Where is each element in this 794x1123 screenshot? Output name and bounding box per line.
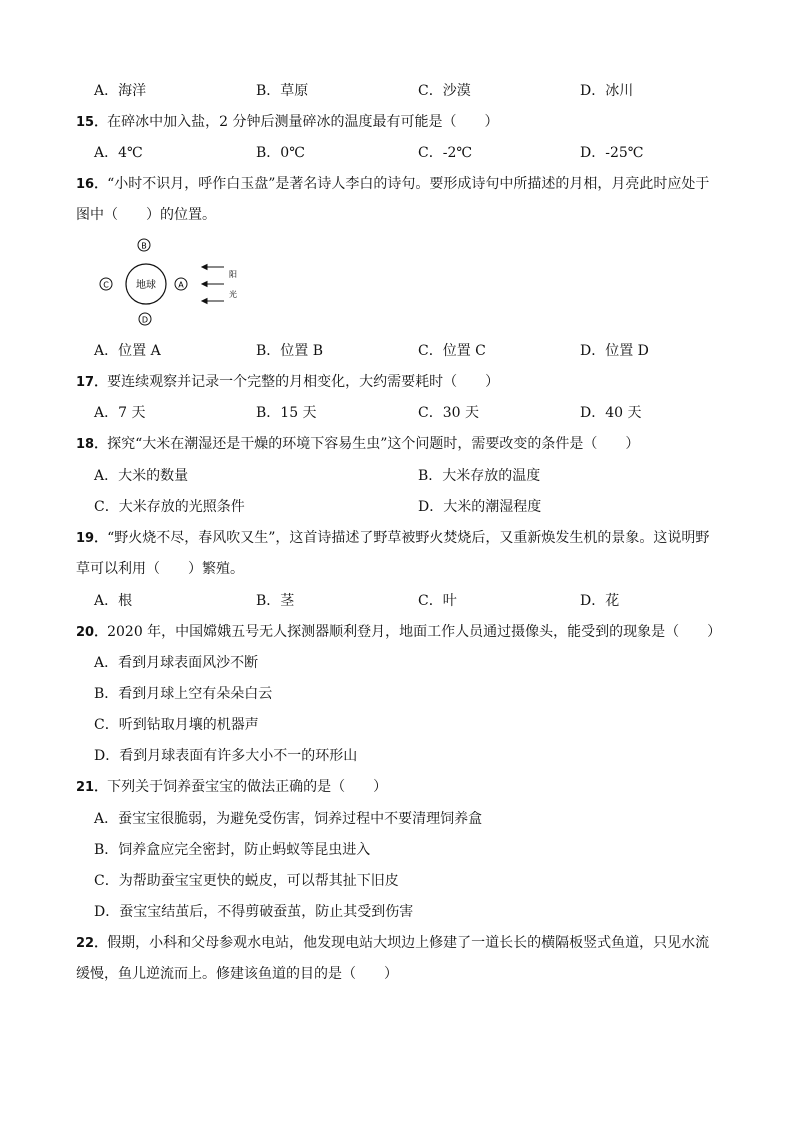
option-text: 大米存放的光照条件 [118, 499, 245, 515]
q14-option-b [256, 81, 308, 101]
option-label: B． [94, 686, 119, 702]
option-label: C． [418, 405, 443, 421]
q22-stem-line2 [76, 964, 738, 984]
option-label: C． [418, 145, 443, 161]
q16-stem-line2 [76, 205, 738, 225]
q20-stem [76, 622, 738, 643]
option-text: 看到月球表面风沙不断 [118, 655, 259, 671]
q18-option-a [94, 466, 188, 486]
option-text: -2℃ [442, 145, 473, 161]
position-a-label: A [178, 280, 184, 290]
question-text: “小时不识月，呼作白玉盘”是著名诗人李白的诗句。要形成诗句中所描述的月相，月亮此时应处于 [107, 176, 710, 192]
question-number: 17． [76, 375, 108, 390]
option-text: 4℃ [118, 145, 143, 161]
q17-option-b [256, 403, 317, 423]
option-text: 草原 [280, 83, 309, 99]
option-label: C． [418, 83, 443, 99]
question-text: 草可以利用（ ）繁殖。 [76, 561, 244, 577]
option-label: D． [580, 593, 606, 609]
option-text: -25℃ [605, 145, 644, 161]
option-text: 海洋 [118, 83, 147, 99]
q15-option-b [256, 143, 305, 163]
option-label: C． [94, 499, 119, 515]
option-text: 叶 [442, 593, 457, 609]
question-number: 16． [76, 177, 108, 192]
option-text: 饲养盒应完全密封，防止蚂蚁等昆虫进入 [118, 842, 371, 858]
option-label: D． [580, 83, 606, 99]
option-text: 大米存放的温度 [442, 468, 541, 484]
q16-stem-line1 [76, 174, 738, 195]
option-label: D． [580, 145, 606, 161]
option-label: D． [418, 499, 444, 515]
q15-option-d [580, 143, 643, 163]
option-label: C． [418, 343, 443, 359]
position-d-label: D [141, 315, 149, 325]
q16-option-a [94, 341, 161, 361]
option-text: 根 [118, 593, 133, 609]
question-text: “野火烧不尽，春风吹又生”，这首诗描述了野草被野火焚烧后，又重新焕发生机的景象。这说明野 [107, 530, 710, 546]
q18-option-c [94, 497, 245, 517]
q17-option-a [94, 403, 145, 423]
q20-option-a [94, 653, 258, 673]
option-label: D． [94, 748, 120, 764]
option-label: C． [94, 873, 119, 889]
q18-option-d [418, 497, 541, 517]
question-number: 18． [76, 437, 108, 452]
question-text: 在碎冰中加入盐，2 分钟后测量碎冰的温度最有可能是（ ） [107, 114, 499, 130]
earth-label: 地球 [136, 280, 156, 291]
option-label: D． [94, 904, 120, 920]
position-b-label: B [141, 241, 147, 251]
option-text: 看到月球上空有朵朵白云 [118, 686, 273, 702]
q17-option-d [580, 403, 642, 423]
sunlight-label-1: 阳 [229, 270, 237, 279]
q17-stem [76, 372, 738, 393]
q21-option-d [94, 902, 413, 922]
option-text: 沙漠 [442, 83, 471, 99]
option-text: 蚕宝宝很脆弱，为避免受伤害，饲养过程中不要清理饲养盒 [118, 811, 483, 827]
q22-stem-line1 [76, 933, 738, 954]
position-c-label: C [103, 280, 109, 290]
option-label: D． [580, 405, 606, 421]
q14-option-c [418, 81, 471, 101]
option-label: B． [256, 593, 281, 609]
option-label: B． [94, 842, 119, 858]
option-label: C． [418, 593, 443, 609]
sunlight-label-2: 光 [229, 290, 237, 299]
q14-option-d [580, 81, 633, 101]
option-label: B． [256, 405, 281, 421]
option-label: A． [94, 811, 119, 827]
question-text: 图中（ ）的位置。 [76, 207, 216, 223]
question-number: 19． [76, 531, 108, 546]
question-number: 15． [76, 115, 108, 130]
option-label: B． [256, 343, 281, 359]
q18-option-b [418, 466, 540, 486]
option-text: 大米的数量 [118, 468, 189, 484]
q21-stem [76, 777, 738, 798]
option-label: A． [94, 405, 119, 421]
q16-option-d [580, 341, 649, 361]
option-label: B． [256, 83, 281, 99]
option-label: A． [94, 468, 119, 484]
question-text: 假期，小科和父母参观水电站，他发现电站大坝边上修建了一道长长的横隔板竖式鱼道，只见水流 [107, 935, 710, 951]
question-text: 下列关于饲养蚕宝宝的做法正确的是（ ） [107, 779, 388, 795]
q15-option-c [418, 143, 472, 163]
option-text: 7 天 [118, 405, 146, 421]
option-text: 为帮助蚕宝宝更快的蜕皮，可以帮其扯下旧皮 [118, 873, 399, 889]
option-label: A． [94, 593, 119, 609]
option-label: A． [94, 83, 119, 99]
q16-option-b [256, 341, 323, 361]
q20-option-d [94, 746, 357, 766]
option-text: 花 [605, 593, 620, 609]
sunlight-arrows [202, 265, 224, 304]
q19-stem-line2 [76, 559, 738, 579]
option-text: 位置 C [442, 343, 486, 359]
question-text: 探究“大米在潮湿还是干燥的环境下容易生虫”这个问题时，需要改变的条件是（ ） [107, 436, 640, 452]
q21-option-b [94, 840, 370, 860]
q21-option-a [94, 809, 482, 829]
q19-option-d [580, 591, 619, 611]
option-text: 15 天 [280, 405, 317, 421]
option-text: 位置 B [280, 343, 324, 359]
q14-option-a [94, 81, 146, 101]
q19-option-a [94, 591, 132, 611]
option-label: A． [94, 343, 119, 359]
option-text: 看到月球表面有许多大小不一的环形山 [119, 748, 358, 764]
q21-option-c [94, 871, 399, 891]
option-text: 0℃ [280, 145, 305, 161]
option-label: D． [580, 343, 606, 359]
option-label: B． [256, 145, 281, 161]
option-text: 大米的潮湿程度 [443, 499, 542, 515]
option-text: 蚕宝宝结茧后，不得剪破蚕茧，防止其受到伤害 [119, 904, 414, 920]
q19-stem-line1 [76, 528, 738, 549]
option-text: 冰川 [605, 83, 634, 99]
q15-stem [76, 112, 738, 133]
question-text: 2020 年，中国嫦娥五号无人探测器顺利登月，地面工作人员通过摄像头，能受到的现象是（ ） [107, 624, 722, 640]
q17-option-c [418, 403, 479, 423]
option-text: 40 天 [605, 405, 642, 421]
q20-option-b [94, 684, 272, 704]
q18-stem [76, 434, 738, 455]
option-text: 听到钻取月壤的机器声 [118, 717, 259, 733]
option-text: 茎 [280, 593, 295, 609]
option-label: A． [94, 145, 119, 161]
moon-phase-diagram [92, 234, 242, 334]
option-text: 位置 A [118, 343, 161, 359]
question-number: 20． [76, 625, 108, 640]
question-number: 22． [76, 936, 108, 951]
q19-option-b [256, 591, 294, 611]
q15-option-a [94, 143, 143, 163]
option-label: C． [94, 717, 119, 733]
q19-option-c [418, 591, 457, 611]
option-text: 30 天 [442, 405, 479, 421]
option-label: A． [94, 655, 119, 671]
option-label: B． [418, 468, 443, 484]
question-text: 缓慢，鱼儿逆流而上。修建该鱼道的目的是（ ） [76, 966, 398, 982]
q20-option-c [94, 715, 259, 735]
option-text: 位置 D [605, 343, 649, 359]
question-number: 21． [76, 780, 108, 795]
q16-option-c [418, 341, 486, 361]
question-text: 要连续观察并记录一个完整的月相变化，大约需要耗时（ ） [107, 374, 500, 390]
